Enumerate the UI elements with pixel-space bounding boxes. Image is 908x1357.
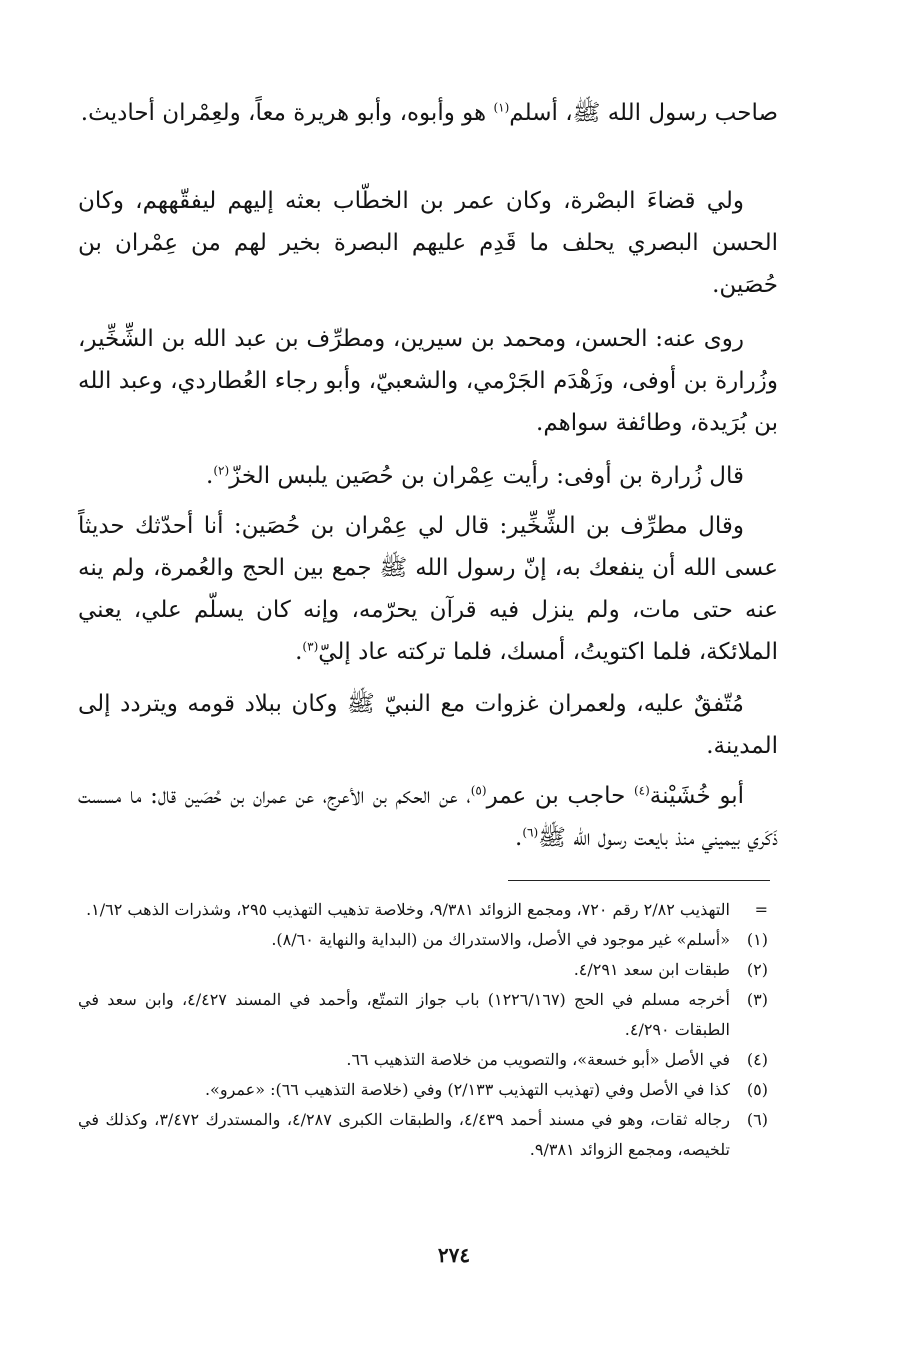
- footnote-2: (٢) طبقات ابن سعد ٤/٢٩١.: [573, 960, 768, 979]
- footnote-continued: = التهذيب ٢/٨٢ رقم ٧٢٠، ومجمع الزوائد ٩/٣٨١، وخلاصة تذهيب التهذيب ٢٩٥، وشذرات الذهب ١/٦٢.: [86, 900, 768, 919]
- paragraph-zurara: قال زُرارة بن أوفى: رأيت عِمْران بن حُصَين يلبس الخزّ$^{(٢)}$.: [206, 463, 744, 489]
- footnote-ref-3: (٣): [302, 639, 319, 654]
- footnote-ref-1: (١): [493, 100, 510, 115]
- footnote-separator: [508, 880, 770, 881]
- paragraph-judgeship: ولي قضاءَ البصْرة، وكان عمر بن الخطّاب بعثه إليهم ليفقّههم، وكان الحسن البصري يحلف ما قَدِم عليهم البصرة بخير لهم من عِمْران بن حُصَين.: [78, 188, 778, 298]
- paragraph-agreed: مُتّفقٌ عليه، ولعمران غزوات مع النبيّ ﷺ وكان ببلاد قومه ويتردد إلى المدينة.: [78, 691, 778, 759]
- paragraph-narrators: روى عنه: الحسن، ومحمد بن سيرين، ومطرِّف بن عبد الله بن الشِّخِّير، وزُرارة بن أوفى، وزَهْدَم الجَرْمي، والشعبيّ، وأبو رجاء العُطاردي، وعبد الله بن بُرَيدة، وطائفة سواهم.: [78, 326, 778, 436]
- footnote-6: (٦) رجاله ثقات، وهو في مسند أحمد ٤/٤٣٩، والطبقات الكبرى ٤/٢٨٧، والمستدرك ٣/٤٧٢، وكذلك في تلخيصه، ومجمع الزوائد ٩/٣٨١.: [78, 1110, 768, 1159]
- footnote-1: (١) «أسلم» غير موجود في الأصل، والاستدراك من (البداية والنهاية ٨/٦٠).: [271, 930, 768, 949]
- page-number: ٢٧٤: [437, 1243, 471, 1267]
- footnote-4: (٤) في الأصل «أبو خسعة»، والتصويب من خلاصة التذهيب ٦٦.: [346, 1050, 768, 1069]
- footnote-ref-4: (٤): [633, 783, 650, 798]
- footnote-ref-2: (٢): [213, 463, 230, 478]
- footnote-ref-6: (٦): [522, 825, 539, 840]
- paragraph-abu-khushayna: أبو خُشَيْنة$^{(٤)}$ حاجب بن عمر$^{(٥)}$، عن الحكم بن الأعرج، عن عمران بن حُصَين قال: ما مسست ذَكَري بيميني منذ بايعت رسول الله ﷺ$^{(٦)}$.: [78, 783, 778, 851]
- footnotes: [78, 895, 768, 1165]
- footnote-5: (٥) كذا في الأصل وفي (تهذيب التهذيب ٢/١٣٣) وفي (خلاصة التذهيب ٦٦): «عمرو».: [204, 1080, 768, 1099]
- paragraph-mutarrif: وقال مطرِّف بن الشِّخِّير: قال لي عِمْران بن حُصَين: أنا أحدّثك حديثاً عسى الله أن ينفعك به، إنّ رسول الله ﷺ جمع بين الحج والعُمرة، ولم ينه عنه حتى مات، ولم ينزل فيه قرآن يحرّمه، وإنه كان يسلّم علي، يعني الملائكة، فلما اكتويتُ، أمسك، فلما تركته عاد إليّ$^{(٣)}$.: [78, 513, 778, 665]
- footnote-ref-5: (٥): [470, 783, 487, 798]
- footnote-3: (٣) أخرجه مسلم في الحج (١٢٢٦/١٦٧) باب جواز التمتّع، وأحمد في المسند ٤/٤٢٧، وابن سعد في الطبقات ٤/٢٩٠.: [78, 990, 768, 1039]
- paragraph-companion: صاحب رسول الله ﷺ، أسلم$^{(١)}$ هو وأبوه، وأبو هريرة معاً، ولعِمْران أحاديث.: [80, 100, 778, 126]
